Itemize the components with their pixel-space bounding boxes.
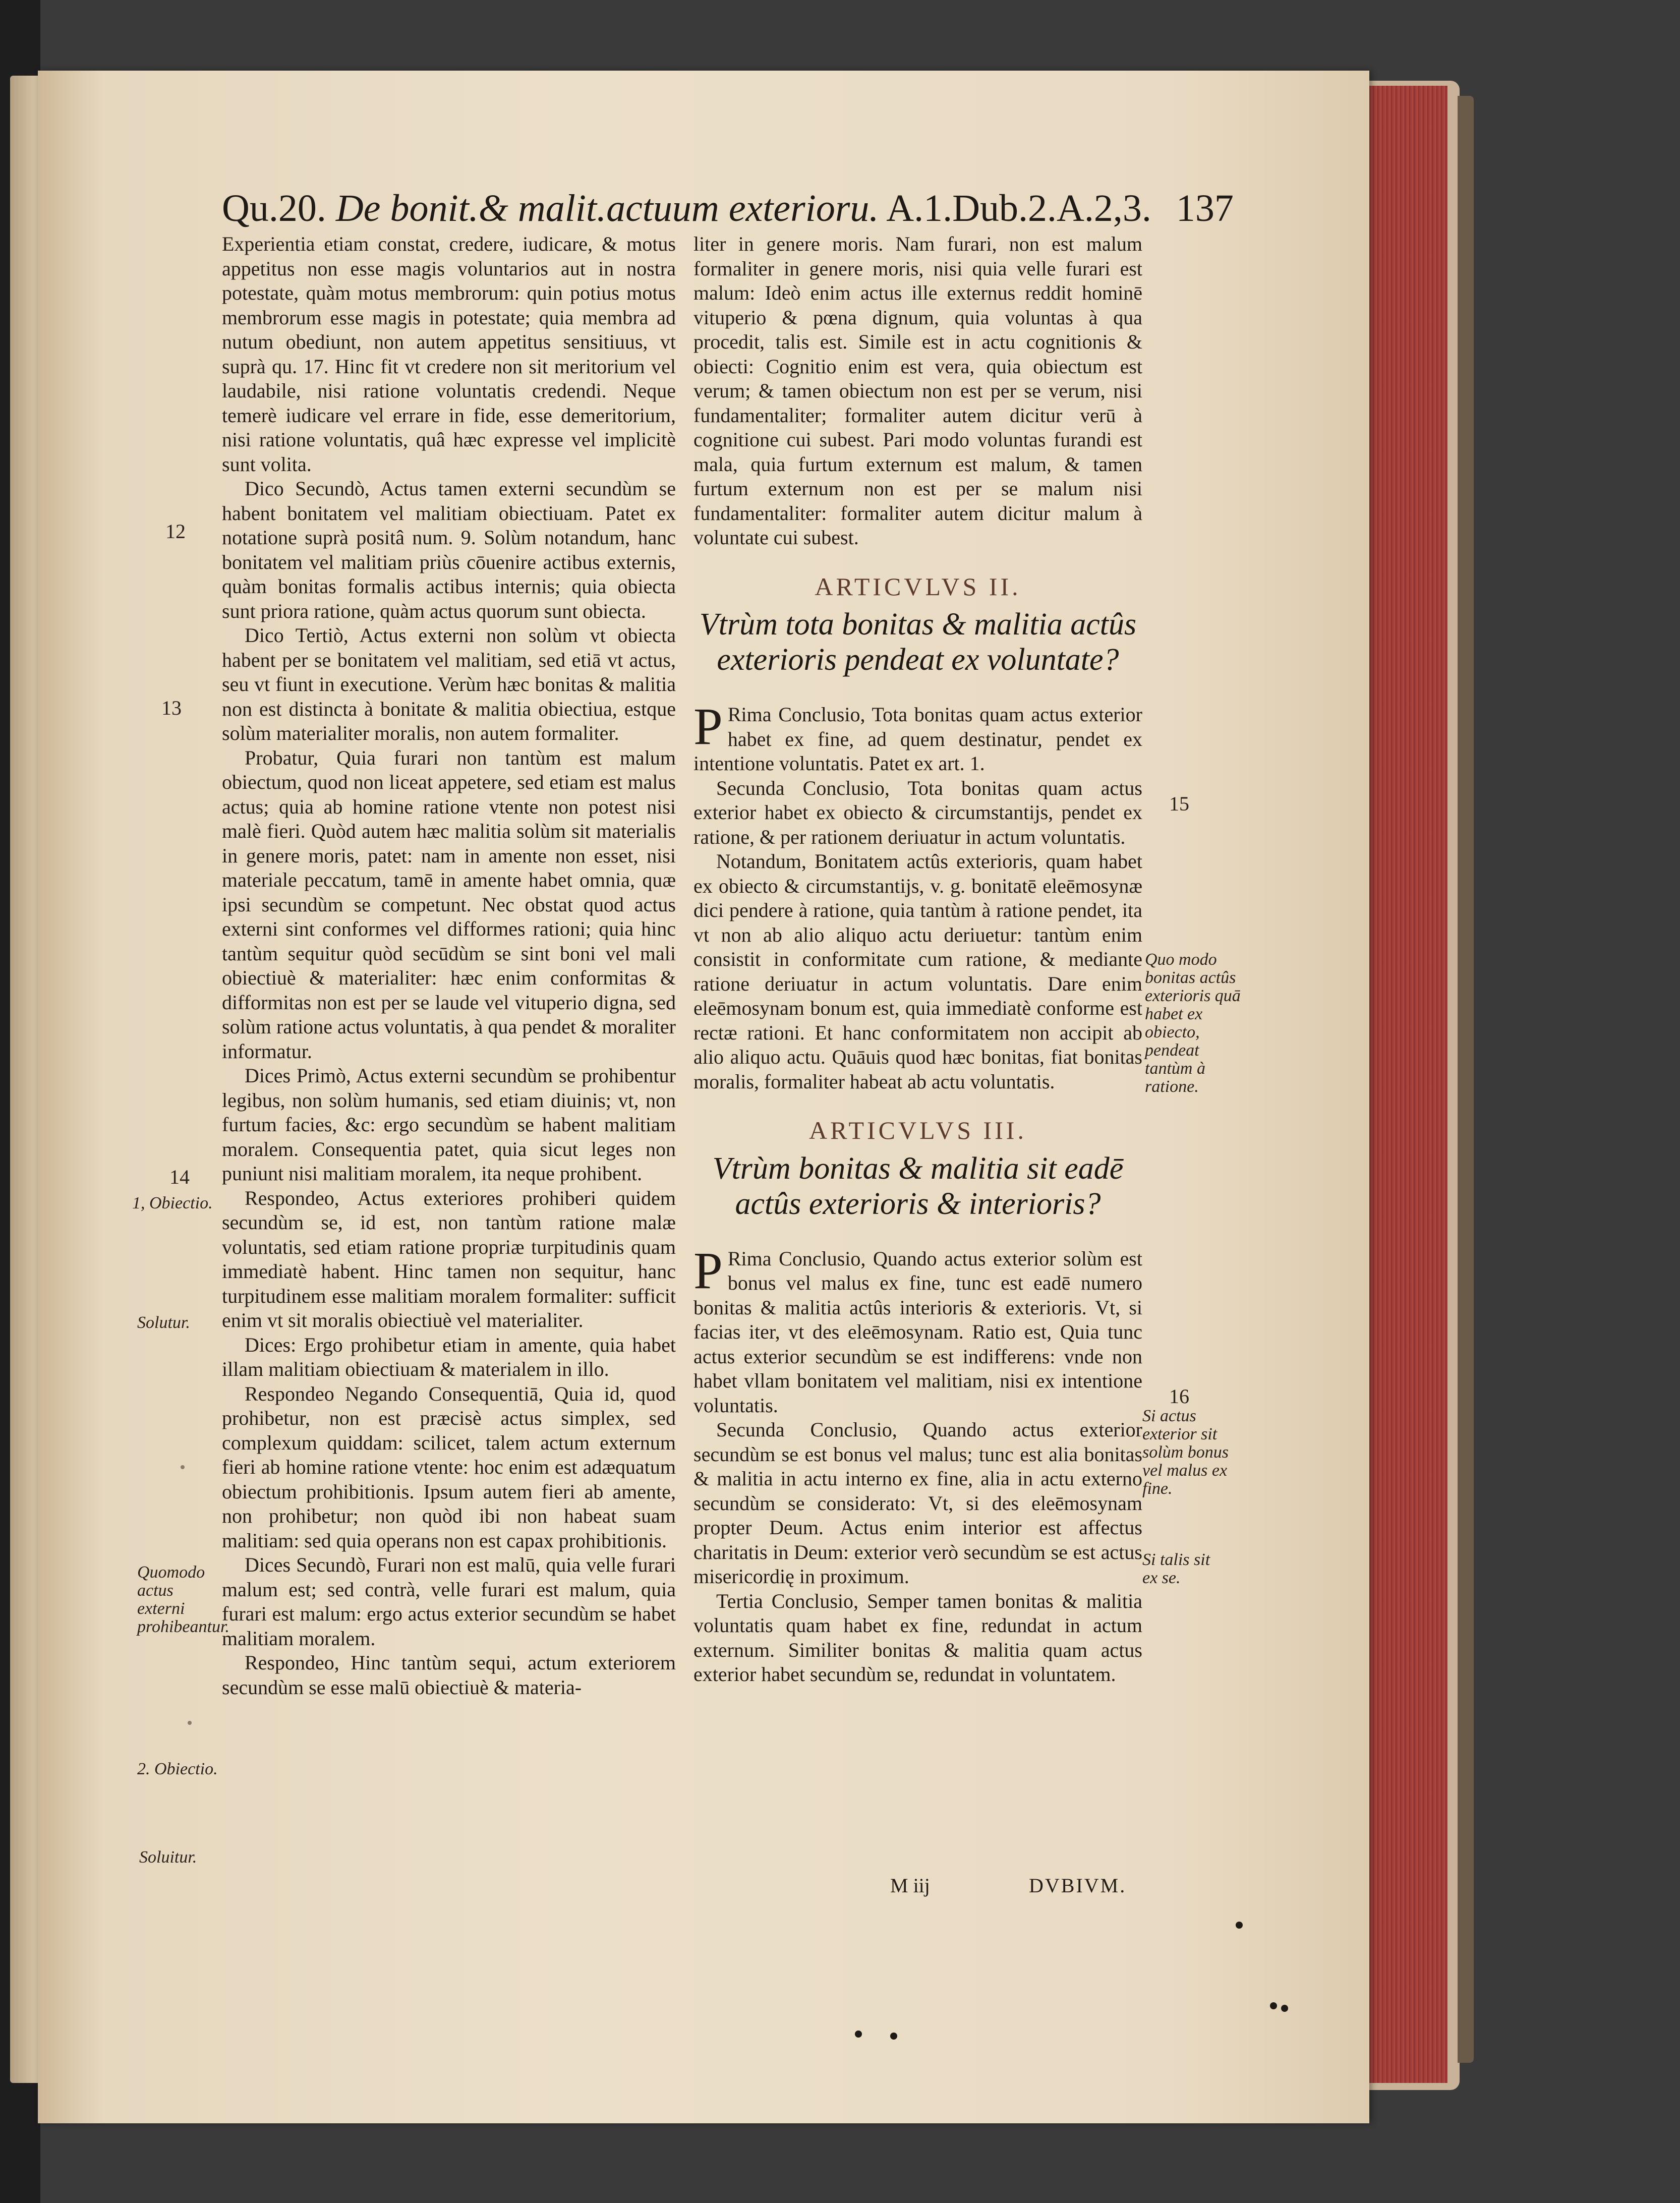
paragraph: Probatur, Quia furari non tantùm est malum obiectum, quod non liceat appetere, sed etiam est malus actus; quia ab homine ratione vtente non potest nisi malè fieri. Quòd autem hæc malitia solùm sit materialis in genere moris, patet: nam in amente non esset, nisi materiale peccatum, tamē in amente habet omnia, quæ ipsi secundùm se competunt. Nec obstat quod actus externi sint conformes vel difformes rationi; quia hinc tantùm sequitur quòd secūdùm se sint boni vel mali obiectiuè & materialiter: hæc enim conformitas & difformitas non est per se laude vel vituperio digna, sed solùm ratione actus voluntatis, à qua pendet & moraliter informatur. xyxy=(222,746,676,1063)
paragraph: Dico Secundò, Actus tamen externi secundùm se habent bonitatem vel malitiam obiectiuam. Patet ex notatione suprà positâ num. 9. Solùm notandum, hanc bonitatem vel malitiam priùs cōuenire actibus externis, quàm bonitas formalis actibus internis; quia obiecta sunt priora ratione, quàm actus quorum sunt obiecta. xyxy=(222,477,676,622)
paragraph: Tertia Conclusio, Semper tamen bonitas & malitia voluntatis quam habet ex fine, redundat in actum externum. Similiter bonitas & malitia quam actus exterior habet secundùm se, redundat in voluntatem. xyxy=(693,1589,1142,1686)
book-cover-edge xyxy=(1458,96,1474,2063)
catchword: DVBIVM. xyxy=(1029,1874,1127,1897)
header-title: De bonit.& malit.actuum exterioru. xyxy=(335,187,879,229)
left-text-column xyxy=(222,232,676,1700)
article-heading: ARTICVLVS II. xyxy=(815,572,1021,601)
drop-capital: P xyxy=(693,698,723,756)
margin-note: Quo modo bonitas actûs exterioris quā habet ex obiecto, pendeat tantùm à ratione. xyxy=(1145,950,1241,1096)
margin-note: Soluitur. xyxy=(139,1848,197,1867)
margin-note: 1, Obiectio. xyxy=(132,1194,213,1212)
ink-spot xyxy=(188,1721,192,1725)
paragraph xyxy=(693,1241,1142,1418)
signature-mark: M iij xyxy=(890,1874,930,1897)
ink-spot xyxy=(181,1465,185,1469)
paragraph: Dico Tertiò, Actus externi non solùm vt obiecta habent per se bonitatem vel malitiam, sed etiā vt actus, seu vt fiunt in executione. Verùm hæc bonitas & malitia non est distincta à bonitate & malitia obiectiua, estque solùm materialiter moralis, non autem formaliter. xyxy=(222,624,676,744)
margin-note: Quomodo actus externi prohibeantur. xyxy=(137,1563,229,1636)
ink-spot xyxy=(1270,2002,1277,2009)
paragraph: Respondeo, Hinc tantùm sequi, actum exteriorem secundùm se esse malū obiectiuè & materia- xyxy=(222,1651,676,1699)
paragraph: Dices Primò, Actus externi secundùm se prohibentur legibus, non solùm humanis, sed etiam diuinis; vt, non furtum facies, &c: ergo secundùm se habent malitiam moralem. Consequentia patet, quia sicut leges non puniunt nisi malitiam moralem, ita neque prohibent. xyxy=(222,1064,676,1185)
margin-note: Si talis sit ex se. xyxy=(1142,1550,1210,1587)
margin-note: Si actus exterior sit solùm bonus vel malus ex fine. xyxy=(1142,1407,1229,1498)
ink-spot xyxy=(890,2033,897,2040)
paragraph: Notandum, Bonitatem actûs exterioris, quam habet ex obiecto & circumstantijs, v. g. bonitatē eleēmosynæ dici pendere à ratione, quia tantùm à ratione pendet, ita vt non ab alio aliquo actu deriuetur: tantùm enim consistit in conformitate cum ratione, & mediante ratione deriuatur in actum voluntatis. Dare enim eleēmosynam bonum est, quia immediatè conforme est rectæ rationi. Et hanc conformitatem non accipit ab alio aliquo actu. Quāuis quod hæc bonitas, fiat bonitas moralis, formaliter habeat ab actu voluntatis. xyxy=(693,850,1142,1093)
paragraph: liter in genere moris. Nam furari, non est malum formaliter in genere moris, nisi quia velle furari est malum: Ideò enim actus ille externus reddit hominē vituperio & pœna dignum, quia voluntas à qua procedit, talis est. Simile est in actu cognitionis & obiecti: Cognitio enim est vera, quia obiectum est verum; & tamen obiectum non est per se verum, nisi fundamentaliter; formaliter autem dicitur verū à cognitione cui subest. Pari modo voluntas furandi est mala, quia furtum externum est malum, & tamen furtum externum non est per se malum nisi fundamentaliter: formaliter autem dicitur malum à voluntate cui subest. xyxy=(693,233,1142,549)
margin-number: 15 xyxy=(1169,792,1189,815)
paragraph: Respondeo Negando Consequentiā, Quia id, quod prohibetur, non est præcisè actus simplex, sed complexum quiddam: scilicet, talem actum externum fieri ab homine ratione vtente: hoc enim est adæquatum obiectum prohibitionis. Ipsum autem fieri ab amente, non prohibetur; non quòd ibi non habeat suam malitiam: sed quia operans non est capax prohibitionis. xyxy=(222,1382,676,1552)
paragraph-text: Rima Conclusio, Tota bonitas quam actus exterior habet ex fine, ad quem destinatur, pendet ex intentione voluntatis. Patet ex art. 1. xyxy=(693,703,1142,775)
paragraph: Secunda Conclusio, Tota bonitas quam actus exterior habet ex obiecto & circumstantijs, pendet ex ratione, & per rationem deriuatur in actum voluntatis. xyxy=(693,776,1142,848)
page-number: 137 xyxy=(1176,187,1234,229)
running-header xyxy=(222,187,1234,230)
article-question: Vtrùm bonitas & malitia sit eadē actûs exterioris & interioris? xyxy=(712,1151,1124,1221)
article-question: Vtrùm tota bonitas & malitia actûs exterioris pendeat ex voluntate? xyxy=(699,607,1137,677)
paragraph: Secunda Conclusio, Quando actus exterior secundùm se est bonus vel malus; tunc est alia bonitas & malitia in actu interno ex fine, alia in actu externo secundùm se considerato: Vt, si des eleēmosynam propter Deum. Actus enim interior est affectus charitatis in Deum: exterior verò secundùm se est actus misericordię in proximum. xyxy=(693,1418,1142,1588)
ink-spot xyxy=(855,2031,862,2038)
header-question: Qu.20. xyxy=(222,187,326,229)
margin-note: Solutur. xyxy=(137,1313,190,1332)
margin-note: 2. Obiectio. xyxy=(137,1760,218,1778)
margin-number: 14 xyxy=(169,1166,190,1188)
paragraph: Dices: Ergo prohibetur etiam in amente, quia habet illam malitiam obiectiuam & materialem in illo. xyxy=(222,1333,676,1380)
paragraph: Dices Secundò, Furari non est malū, quia velle furari malum est; sed contrà, velle furari est malum, quia furari est malum: ergo actus exterior secundùm se habet malitiam moralem. xyxy=(222,1553,676,1650)
ink-spot xyxy=(1281,2005,1288,2012)
article-heading: ARTICVLVS III. xyxy=(809,1116,1027,1144)
paragraph: Respondeo, Actus exteriores prohiberi quidem secundùm se, id est, non tantùm ratione malæ voluntatis, sed etiam ratione propriæ turpitudinis quam immediatè habent. Hinc tamen non sequitur, hanc turpitudinem esse malitiam moralem formaliter: sufficit enim vt sit moralis obiectiuè vel materialiter. xyxy=(222,1186,676,1331)
margin-number: 16 xyxy=(1169,1385,1189,1408)
drop-capital: P xyxy=(693,1241,723,1300)
paragraph: Experientia etiam constat, credere, iudicare, & motus appetitus non esse magis voluntarios aut in nostra potestate, quàm motus membrorum: quin potius motus membrorum esse magis in potestate; quia membra ad nutum obediunt, non autem appetitus sensitiuus, vt suprà qu. 17. Hinc fit vt credere non sit meritorium vel laudabile, nisi ratione voluntatis credendi. Neque temerè iudicare vel errare in fide, esse demeritorium, nisi ratione voluntatis, quâ hæc expresse vel implicitè sunt volita. xyxy=(222,233,676,476)
facing-page-edge xyxy=(10,76,38,2083)
header-ref: A.1.Dub.2.A.2,3. xyxy=(886,187,1151,229)
margin-number: 13 xyxy=(161,697,182,719)
ink-spot xyxy=(1236,1922,1243,1929)
paragraph xyxy=(693,698,1142,776)
margin-number: 12 xyxy=(165,520,186,543)
paragraph-text: Rima Conclusio, Quando actus exterior solùm est bonus vel malus ex fine, tunc est eadē numero bonitas & malitia actûs interioris & exterioris. Vt, si facias iter, vt des eleēmosynam. Ratio est, Quia tunc actus exterior secundùm se est indifferens: vnde non habet vllam bonitatem vel malitiam, nisi ex intentione voluntatis. xyxy=(693,1247,1142,1417)
right-text-column xyxy=(693,232,1142,1687)
book-fore-edge xyxy=(1357,81,1460,2090)
